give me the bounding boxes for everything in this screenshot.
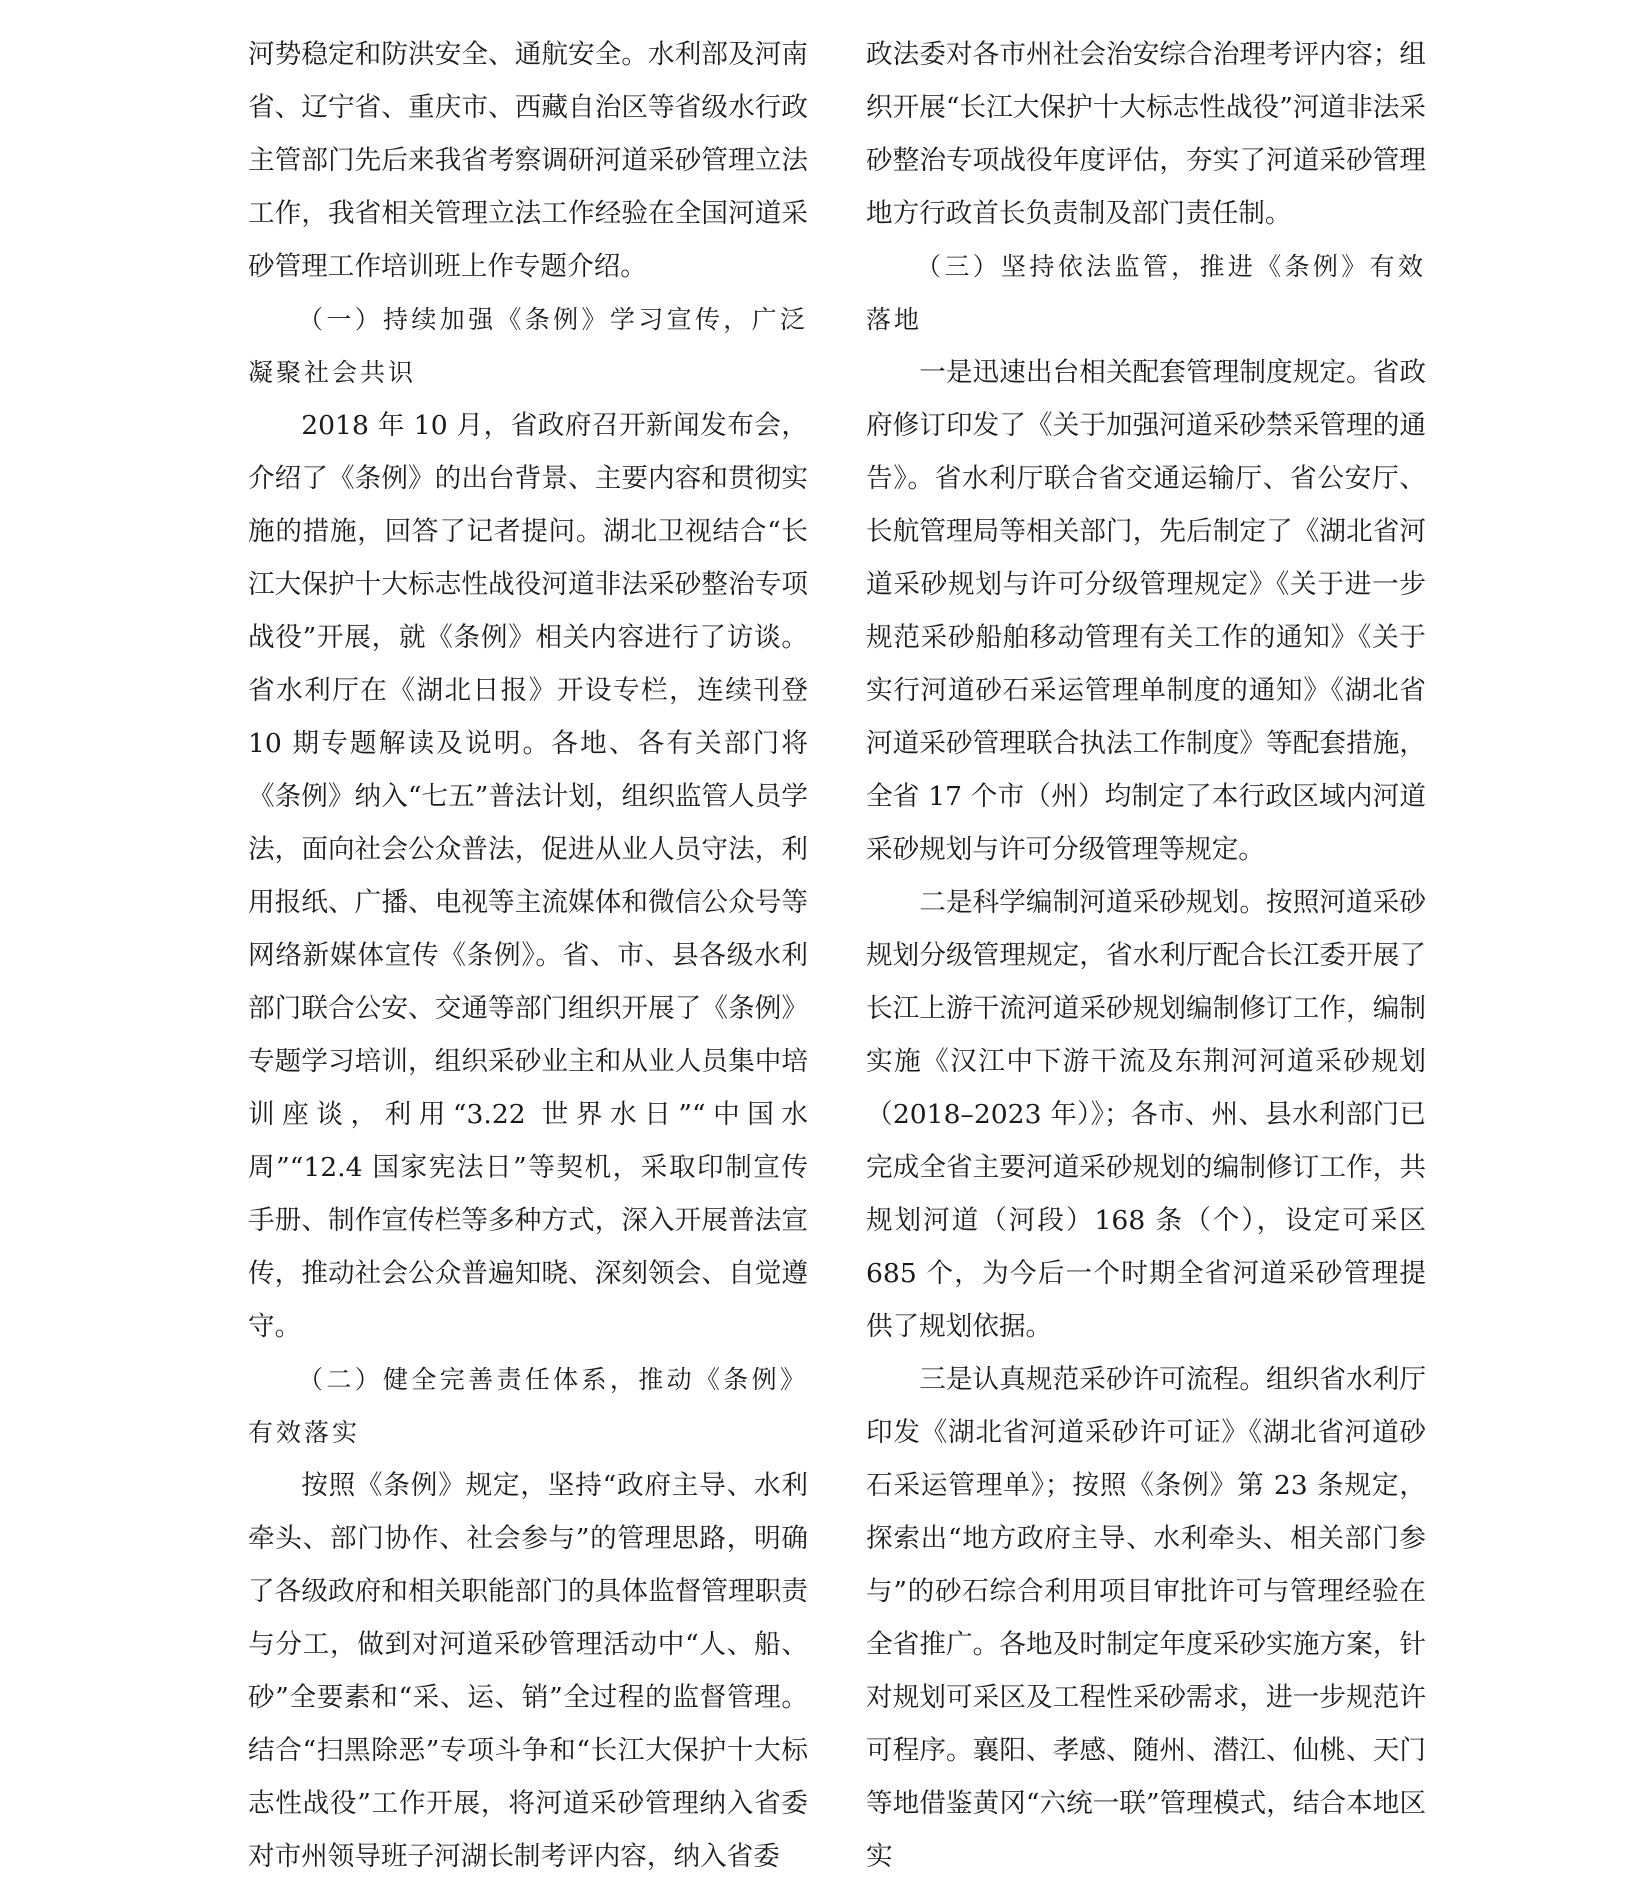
section-heading: （三）坚持依法监管，推进《条例》有效落地 [866, 252, 1426, 334]
section-heading: （二）健全完善责任体系，推动《条例》有效落实 [248, 1365, 808, 1447]
paragraph: 政法委对各市州社会治安综合治理考评内容；组织开展“长江大保护十大标志性战役”河道非法采砂整治专项战役年度评估，夯实了河道采砂管理地方行政首长负责制及部门责任制。 [866, 39, 1426, 229]
paragraph: 三是认真规范采砂许可流程。组织省水利厅印发《湖北省河道采砂许可证》《湖北省河道砂石采运管理单》；按照《条例》第 23 条规定，探索出“地方政府主导、水利牵头、相关部门参与”的砂石综合利用项目审批许可与管理经验在全省推广。各地及时制定年度采砂实施方案，针对规划可采区及工程性采砂需求，进一步规范许可程序。襄阳、孝感、随州、潜江、仙桃、天门等地借鉴黄冈“六统一联”管理模式，结合本地区实 [866, 1364, 1426, 1872]
paragraph: 2018 年 10 月，省政府召开新闻发布会，介绍了《条例》的出台背景、主要内容和贯彻实施的措施，回答了记者提问。湖北卫视结合“长江大保护十大标志性战役河道非法采砂整治专项战役”开展，就《条例》相关内容进行了访谈。省水利厅在《湖北日报》开设专栏，连续刊登 10 期专题解读及说明。各地、各有关部门将《条例》纳入“七五”普法计划，组织监管人员学法，面向社会公众普法，促进从业人员守法，利用报纸、广播、电视等主流媒体和微信公众号等网络新媒体宣传《条例》。省、市、县各级水利部门联合公安、交通等部门组织开展了《条例》专题学习培训，组织采砂业主和从业人员集中培训座谈，利用“3.22 世界水日”“中国水周”“12.4 国家宪法日”等契机，采取印制宣传手册、制作宣传栏等多种方式，深入开展普法宣传，推动社会公众普遍知晓、深刻领会、自觉遵守。 [248, 410, 808, 1342]
right-column [866, 28, 1426, 1883]
section-heading: （一）持续加强《条例》学习宣传，广泛凝聚社会共识 [248, 305, 808, 387]
paragraph: 二是科学编制河道采砂规划。按照河道采砂规划分级管理规定，省水利厅配合长江委开展了长江上游干流河道采砂规划编制修订工作，编制实施《汉江中下游干流及东荆河河道采砂规划（2018–2023 年）》；各市、州、县水利部门已完成全省主要河道采砂规划的编制修订工作，共规划河道（河段）168 条（个），设定可采区 685 个，为今后一个时期全省河道采砂管理提供了规划依据。 [866, 887, 1426, 1342]
paragraph: 按照《条例》规定，坚持“政府主导、水利牵头、部门协作、社会参与”的管理思路，明确了各级政府和相关职能部门的具体监督管理职责与分工，做到对河道采砂管理活动中“人、船、砂”全要素和“采、运、销”全过程的监督管理。结合“扫黑除恶”专项斗争和“长江大保护十大标志性战役”工作开展，将河道采砂管理纳入省委对市州领导班子河湖长制考评内容，纳入省委 [248, 1470, 808, 1872]
left-column [248, 28, 808, 1883]
paragraph: 一是迅速出台相关配套管理制度规定。省政府修订印发了《关于加强河道采砂禁采管理的通告》。省水利厅联合省交通运输厅、省公安厅、长航管理局等相关部门，先后制定了《湖北省河道采砂规划与许可分级管理规定》《关于进一步规范采砂船舶移动管理有关工作的通知》《关于实行河道砂石采运管理单制度的通知》《湖北省河道采砂管理联合执法工作制度》等配套措施，全省 17 个市（州）均制定了本行政区域内河道采砂规划与许可分级管理等规定。 [866, 357, 1426, 865]
paragraph: 河势稳定和防洪安全、通航安全。水利部及河南省、辽宁省、重庆市、西藏自治区等省级水行政主管部门先后来我省考察调研河道采砂管理立法工作，我省相关管理立法工作经验在全国河道采砂管理工作培训班上作专题介绍。 [248, 39, 808, 282]
